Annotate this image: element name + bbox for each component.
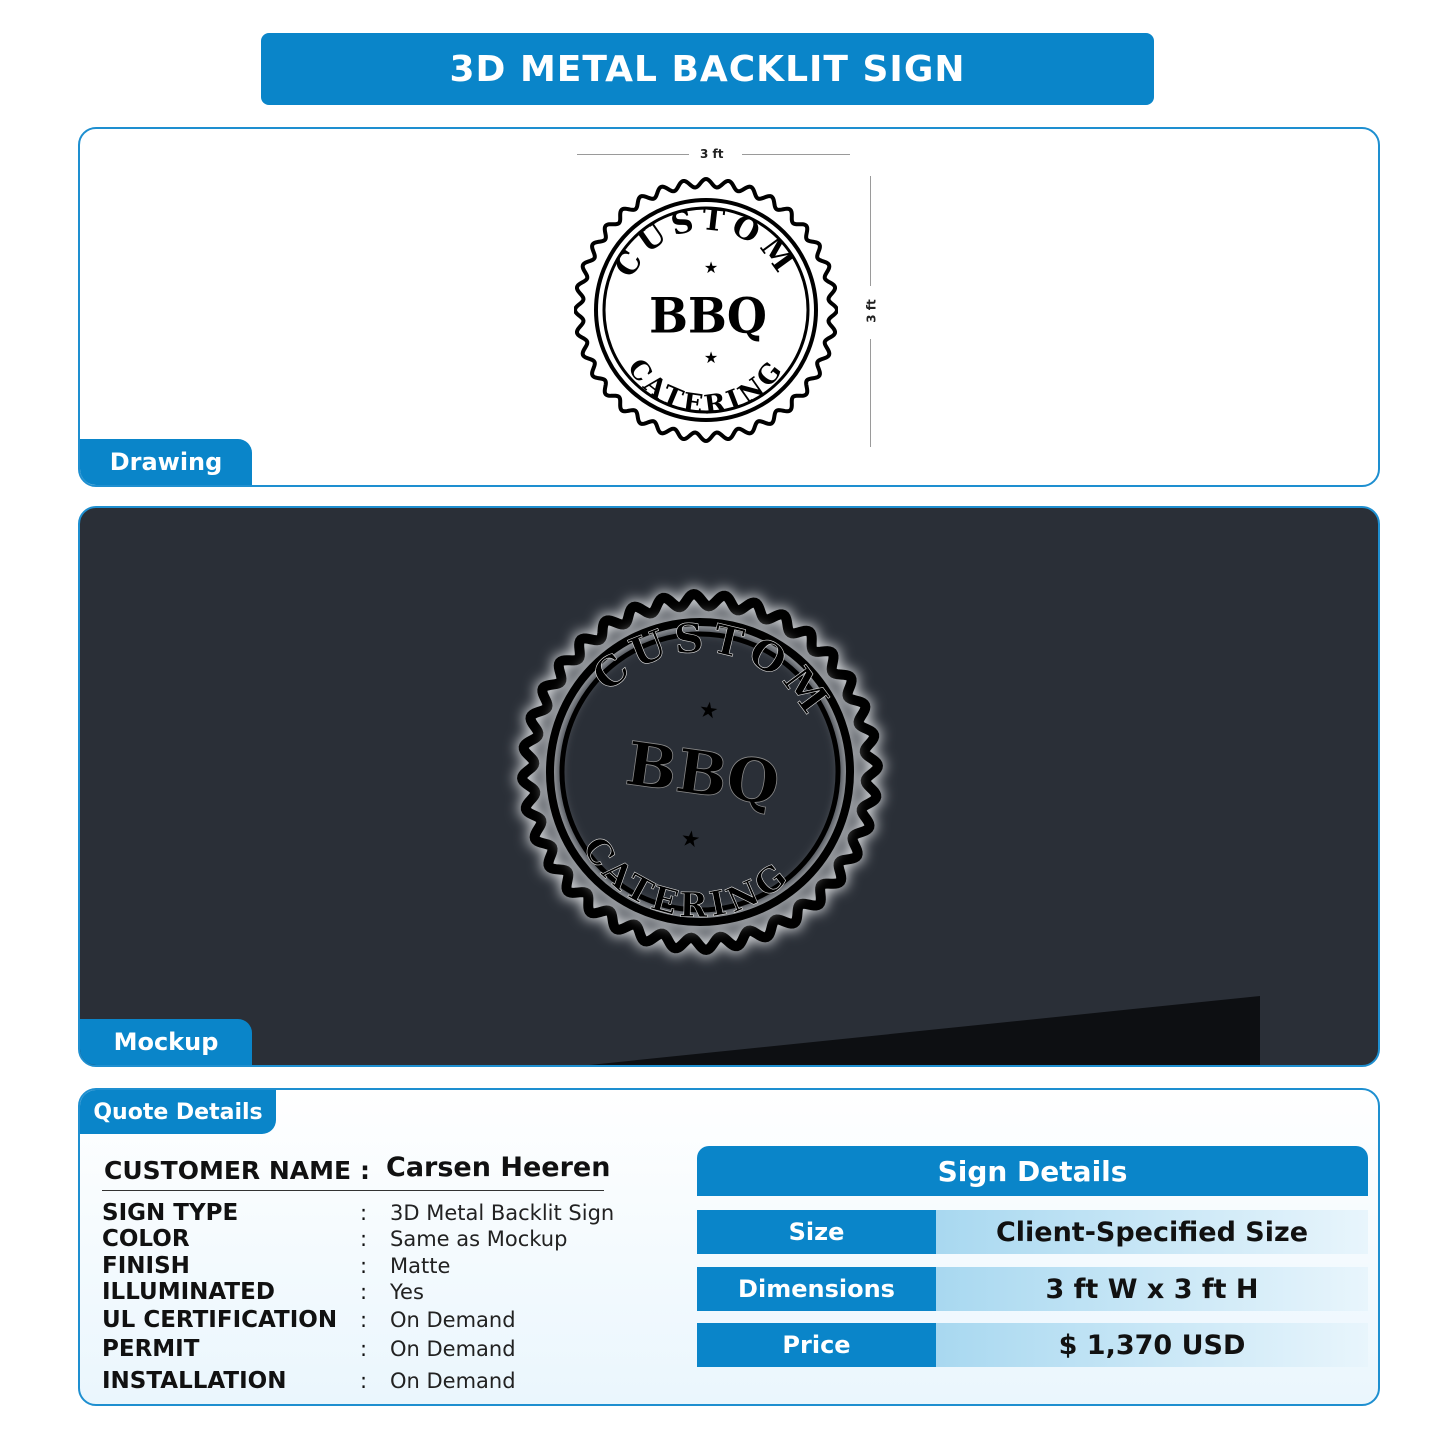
quote-row-value: Same as Mockup: [390, 1227, 568, 1251]
quote-row-colon: :: [360, 1308, 368, 1332]
quote-row-label: COLOR: [102, 1226, 190, 1252]
mockup-center-text: BBQ: [621, 729, 784, 820]
quote-row-colon: :: [360, 1369, 368, 1393]
logo-mockup: [500, 572, 900, 972]
quote-row-label: UL CERTIFICATION: [102, 1307, 338, 1333]
star-icon: ★: [703, 348, 719, 367]
width-dimension-line-left: [577, 154, 689, 155]
logo-top-text: CUSTOM: [607, 202, 805, 284]
quote-row-label: SIGN TYPE: [102, 1200, 239, 1226]
drawing-panel: [78, 127, 1380, 487]
customer-name-value: Carsen Heeren: [386, 1152, 611, 1183]
logo-drawing: [574, 173, 838, 447]
star-icon: ★: [678, 826, 702, 854]
mockup-panel: [78, 506, 1380, 1067]
quote-panel: [78, 1088, 1380, 1406]
sign-details-row-dimensions: [697, 1267, 1368, 1311]
quote-row-label: INSTALLATION: [102, 1368, 287, 1394]
quote-row-value: Matte: [390, 1254, 451, 1278]
quote-row-label: PERMIT: [102, 1336, 200, 1362]
sign-details-row-size: [697, 1210, 1368, 1254]
quote-row-label: ILLUMINATED: [102, 1279, 275, 1305]
sign-details-header: Sign Details: [697, 1146, 1368, 1196]
sign-details-key: Price: [697, 1323, 936, 1367]
sign-details-value: $ 1,370 USD: [936, 1323, 1368, 1367]
height-dimension-line-bottom: [870, 339, 871, 447]
quote-row-colon: :: [360, 1337, 368, 1361]
quote-row-value: 3D Metal Backlit Sign: [390, 1201, 615, 1225]
width-dimension-label: 3 ft: [700, 147, 724, 161]
customer-divider: [102, 1190, 604, 1191]
quote-row-value: On Demand: [390, 1308, 516, 1332]
quote-row-colon: :: [360, 1254, 368, 1278]
quote-row-value: On Demand: [390, 1369, 516, 1393]
sign-details-key: Size: [697, 1210, 936, 1254]
sign-details-value: Client-Specified Size: [936, 1210, 1368, 1254]
quote-row-colon: :: [360, 1227, 368, 1251]
tab-drawing[interactable]: Drawing: [80, 439, 252, 485]
customer-name-colon: :: [360, 1156, 370, 1185]
sign-details-value: 3 ft W x 3 ft H: [936, 1267, 1368, 1311]
mockup-bottom-text: CATERING: [574, 829, 799, 927]
page-title: 3D METAL BACKLIT SIGN: [261, 33, 1154, 105]
sign-details-row-price: [697, 1323, 1368, 1367]
star-icon: ★: [703, 258, 719, 277]
logo-center-text: BBQ: [649, 288, 767, 345]
sign-details-key: Dimensions: [697, 1267, 936, 1311]
height-dimension-line-top: [870, 176, 871, 286]
mockup-top-text: CUSTOM: [583, 614, 842, 727]
quote-row-label: FINISH: [102, 1253, 190, 1279]
width-dimension-line-right: [742, 154, 850, 155]
star-icon: ★: [697, 697, 721, 725]
quote-row-value: On Demand: [390, 1337, 516, 1361]
tab-quote-details[interactable]: Quote Details: [80, 1090, 276, 1134]
quote-row-colon: :: [360, 1280, 368, 1304]
logo-bottom-text: CATERING: [621, 353, 791, 421]
height-dimension-label: 3 ft: [864, 299, 879, 323]
shelf-shadow: [570, 996, 1260, 1067]
customer-name-label: CUSTOMER NAME: [104, 1156, 352, 1185]
quote-row-value: Yes: [390, 1280, 424, 1304]
quote-row-colon: :: [360, 1201, 368, 1225]
tab-mockup[interactable]: Mockup: [80, 1019, 252, 1065]
